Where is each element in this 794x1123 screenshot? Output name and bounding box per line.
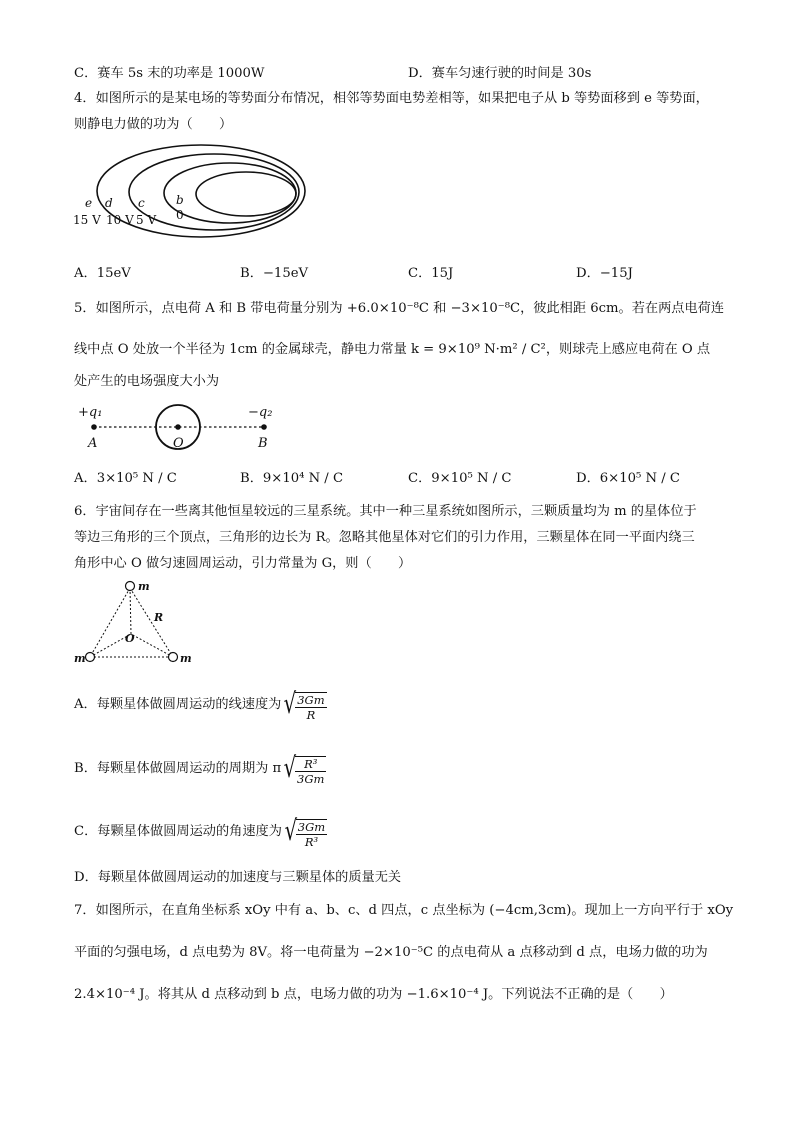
sqrt-a: √ $\frac{3Gm}{R}$	[284, 687, 325, 722]
sqrt-c: √ $\frac{3Gm}{\text{R³}}$	[284, 814, 326, 849]
value-10v: 10 V	[106, 213, 134, 227]
value-0: 0	[176, 208, 184, 222]
center-line-right	[131, 634, 173, 657]
frac-c-den: R³	[304, 835, 319, 849]
q4-option-a: A．15eV	[74, 266, 131, 281]
point-o-label: O	[173, 436, 184, 451]
mass-label-right: m	[180, 652, 192, 665]
q3-option-d: D．赛车匀速行驶的时间是 30s	[408, 66, 592, 81]
triangle-left-side	[90, 588, 130, 657]
center-o-dot	[175, 424, 181, 430]
equipotential-c	[164, 163, 296, 223]
center-label: O	[125, 632, 135, 645]
frac-a-den: R	[306, 708, 316, 722]
frac-b-num: R³	[295, 757, 326, 772]
q7-stem-line2: 平面的匀强电场，d 点电势为 8V。将一电荷量为 −2×10⁻⁵C 的点电荷从 a 点移动到 d 点，电场力做的功为	[74, 945, 708, 960]
q6-three-star-figure	[70, 576, 200, 668]
charge-a-dot	[91, 424, 97, 430]
q6-option-b	[74, 752, 326, 786]
q7-stem-line3: 2.4×10⁻⁴ J。将其从 d 点移动到 b 点，电场力做的功为 −1.6×10⁻⁴ J。下列说法不正确的是（ ）	[74, 987, 673, 1002]
q5-option-a: A．3×10⁵ N / C	[74, 471, 177, 486]
label-c: c	[138, 196, 145, 210]
q5-option-c: C．9×10⁵ N / C	[408, 471, 512, 486]
q6-option-a-text: A．每颗星体做圆周运动的线速度为	[74, 697, 282, 712]
q5-stem-line3: 处产生的电场强度大小为	[74, 374, 220, 389]
q5-stem-line2: 线中点 O 处放一个半径为 1cm 的金属球壳，静电力常量 k = 9×10⁹ N·m² / C²，则球壳上感应电荷在 O 点	[74, 342, 711, 357]
mass-label-left: m	[74, 652, 86, 665]
q4-stem-line1: 4．如图所示的是某电场的等势面分布情况，相邻等势面电势差相等，如果把电子从 b 等势面移到 e 等势面，	[74, 91, 709, 106]
value-15v: 15 V	[73, 213, 101, 227]
star-left	[86, 653, 95, 662]
label-e: e	[85, 196, 93, 210]
q5-option-b: B．9×10⁴ N / C	[240, 471, 344, 486]
q6-option-c	[74, 815, 327, 849]
equipotential-b	[196, 172, 296, 216]
q6-option-a	[74, 688, 327, 722]
q6-stem-line3: 角形中心 O 做匀速圆周运动，引力常量为 G，则（ ）	[74, 556, 412, 571]
label-b: b	[176, 193, 184, 207]
mass-label-top: m	[138, 580, 150, 593]
frac-c-num: 3Gm	[297, 820, 326, 834]
q6-option-d: D．每颗星体做圆周运动的加速度与三颗星体的质量无关	[74, 870, 402, 885]
q5-charges-figure	[72, 402, 292, 452]
q3-option-c: C．赛车 5s 末的功率是 1000W	[74, 66, 265, 81]
q7-stem-line1: 7．如图所示，在直角坐标系 xOy 中有 a、b、c、d 四点，c 点坐标为 (−4cm,3cm)。现加上一方向平行于 xOy	[74, 903, 734, 918]
left-charge-label: +q₁	[78, 405, 103, 420]
sqrt-b: √ $\frac{\text{R³}}{3Gm}$	[283, 751, 325, 786]
star-right	[169, 653, 178, 662]
q4-option-d: D．−15J	[576, 266, 633, 281]
point-a-label: A	[88, 436, 98, 451]
q6-stem-line2: 等边三角形的三个顶点，三角形的边长为 R。忽略其他星体对它们的引力作用，三颗星体在同一平面内绕三	[74, 530, 695, 545]
q6-option-b-text: B．每颗星体做圆周运动的周期为 π	[74, 761, 282, 776]
side-label: R	[154, 611, 164, 624]
label-d: d	[105, 196, 113, 210]
value-5v: 5 V	[136, 213, 157, 227]
q5-stem-line1: 5．如图所示，点电荷 A 和 B 带电荷量分别为 +6.0×10⁻⁸C 和 −3×10⁻⁸C，彼此相距 6cm。若在两点电荷连	[74, 301, 725, 316]
center-line-top	[130, 588, 131, 634]
q6-option-c-text: C．每颗星体做圆周运动的角速度为	[74, 824, 282, 839]
q4-stem-line2: 则静电力做的功为（ ）	[74, 117, 233, 132]
q4-option-b: B．−15eV	[240, 266, 309, 281]
point-b-label: B	[258, 436, 268, 451]
triangle-right-side	[130, 588, 173, 657]
q4-equipotential-figure	[70, 144, 310, 240]
q4-option-c: C．15J	[408, 266, 454, 281]
star-top	[126, 582, 135, 591]
q5-option-d: D．6×10⁵ N / C	[576, 471, 680, 486]
charge-b-dot	[261, 424, 267, 430]
frac-a-num: 3Gm	[297, 693, 325, 707]
q6-stem-line1: 6．宇宙间存在一些离其他恒星较远的三星系统。其中一种三星系统如图所示，三颗质量均为 m 的星体位于	[74, 504, 697, 519]
right-charge-label: −q₂	[248, 405, 273, 420]
frac-b-den: 3Gm	[297, 772, 325, 786]
